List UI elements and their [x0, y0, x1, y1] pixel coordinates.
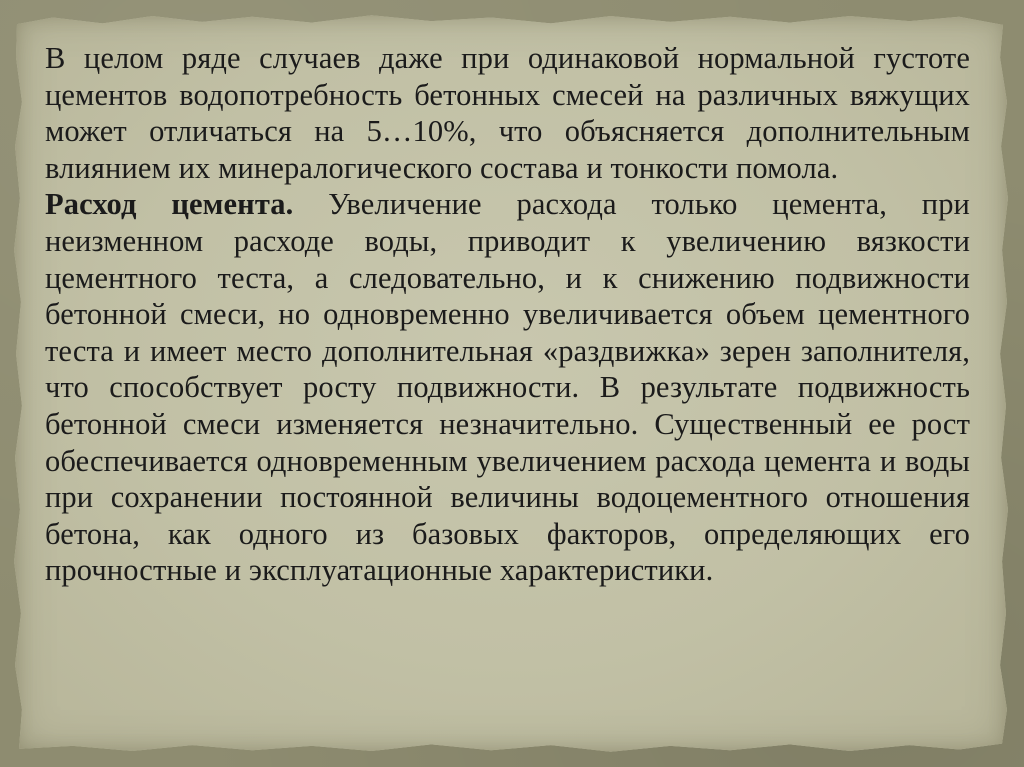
paragraph-cement-consumption [45, 186, 970, 589]
slide-text-block [45, 40, 970, 589]
paragraph-body: Увеличение расхода только цемента, при неизменном расходе воды, приводит к увеличению вязкости цементного теста, а следовательно, и к снижению подвижности бетонной смеси, но одновременно увеличивается объем цементного теста и имеет место дополнительная «раздвижка» зерен заполнителя, что способствует росту подвижности. В результате подвижность бетонной смеси изменяется незначительно. Существенный ее рост обеспечивается одновременным увеличением расхода цемента и воды при сохранении постоянной величины водоцементного отношения бетона, как одного из базовых факторов, определяющих его прочностные и эксплуатационные характеристики. [45, 187, 970, 588]
paragraph-term: Расход цемента. [45, 187, 294, 222]
paragraph-water-demand: В целом ряде случаев даже при одинаковой нормальной густоте цементов водопотребность бетонных смесей на различных вяжущих может отличаться на 5…10%, что объясняется дополнительным влиянием их минералогического состава и тонкости помола. [45, 41, 970, 185]
